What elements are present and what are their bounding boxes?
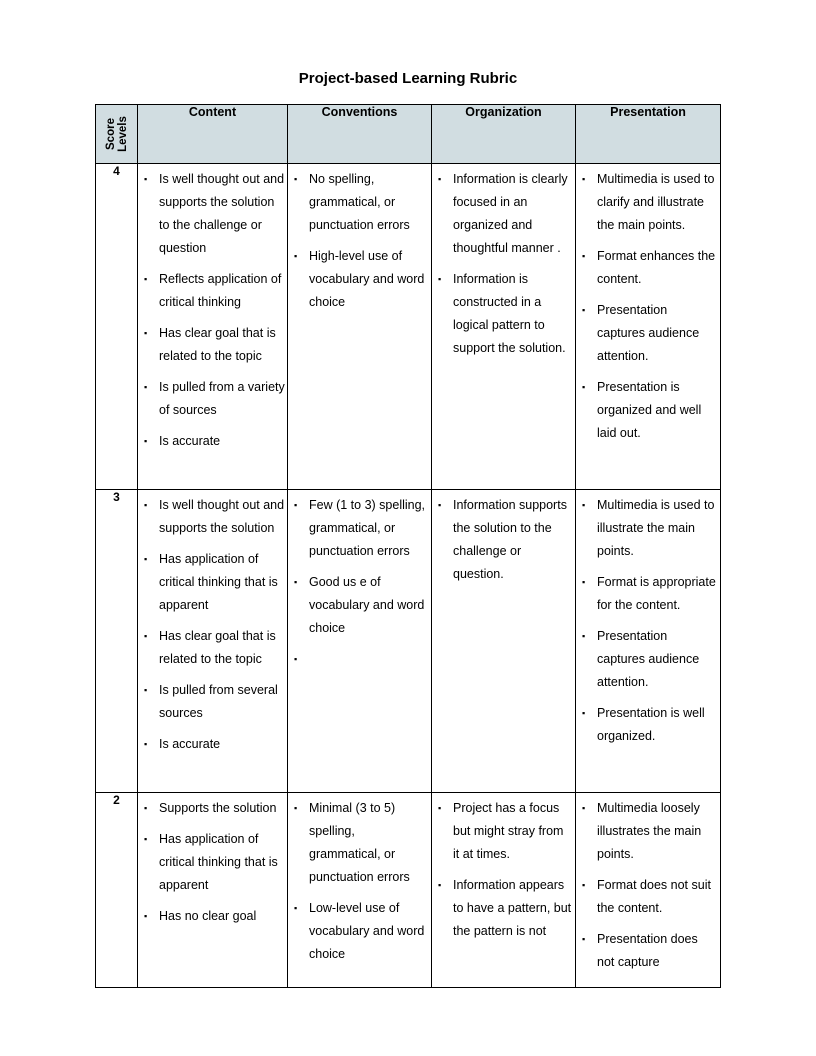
list-item: [438, 168, 573, 260]
list-item: [144, 625, 285, 671]
score-level: 2: [96, 793, 138, 988]
cell-organization: [432, 164, 576, 490]
criteria-list: [138, 164, 287, 453]
square-bullet-icon: ▪: [144, 174, 148, 184]
list-item: [144, 733, 285, 756]
square-bullet-icon: ▪: [438, 880, 442, 890]
criteria-text: Multimedia is used to clarify and illustrate the main points.: [597, 172, 715, 232]
criteria-list: [138, 793, 287, 928]
cell-conventions: [288, 793, 432, 988]
rubric-table: [95, 104, 721, 988]
list-item: [294, 571, 429, 640]
square-bullet-icon: ▪: [438, 803, 442, 813]
list-item: [144, 679, 285, 725]
criteria-text: Presentation captures audience attention.: [597, 303, 700, 363]
criteria-list: [576, 164, 720, 445]
criteria-text: High-level use of vocabulary and word choice: [309, 249, 425, 309]
criteria-text: Information is clearly focused in an organized and thoughtful manner .: [453, 172, 568, 255]
score-label-line-1: Score: [104, 118, 117, 150]
column-header-presentation: Presentation: [576, 105, 721, 164]
criteria-text: Format enhances the content.: [597, 249, 716, 286]
list-item: [438, 494, 573, 586]
square-bullet-icon: ▪: [582, 174, 586, 184]
criteria-text: Project has a focus but might stray from it at times.: [453, 801, 564, 861]
list-item: [144, 797, 285, 820]
square-bullet-icon: ▪: [294, 500, 298, 510]
criteria-text: Presentation captures audience attention.: [597, 629, 700, 689]
criteria-list: [576, 793, 720, 974]
criteria-text: Minimal (3 to 5) spelling, grammatical, or punctuation errors: [309, 801, 410, 884]
criteria-text: Presentation is organized and well laid out.: [597, 380, 702, 440]
score-level: 3: [96, 490, 138, 793]
square-bullet-icon: ▪: [294, 654, 298, 664]
list-item: [582, 625, 718, 694]
square-bullet-icon: ▪: [582, 500, 586, 510]
square-bullet-icon: ▪: [582, 382, 586, 392]
criteria-text: Is well thought out and supports the solution to the challenge or question: [159, 172, 285, 255]
square-bullet-icon: ▪: [144, 631, 148, 641]
criteria-text: Is pulled from several sources: [159, 683, 278, 720]
square-bullet-icon: ▪: [582, 803, 586, 813]
square-bullet-icon: ▪: [144, 834, 148, 844]
cell-content: [138, 793, 288, 988]
square-bullet-icon: ▪: [144, 554, 148, 564]
square-bullet-icon: ▪: [144, 328, 148, 338]
criteria-text: Reflects application of critical thinking: [159, 272, 282, 309]
cell-organization: [432, 490, 576, 793]
list-item: [582, 797, 718, 866]
list-item: [294, 797, 429, 889]
score-label-line-2: Levels: [116, 116, 129, 152]
list-item: [438, 268, 573, 360]
list-item: [144, 268, 285, 314]
document-title: Project-based Learning Rubric: [298, 70, 518, 87]
list-item: [144, 322, 285, 368]
list-item: [144, 905, 285, 928]
criteria-list: [288, 793, 431, 966]
criteria-text: Information is constructed in a logical pattern to support the solution.: [453, 272, 566, 355]
list-item: [582, 168, 718, 237]
score-row-2: [96, 793, 721, 988]
criteria-text: Format is appropriate for the content.: [597, 575, 716, 612]
square-bullet-icon: ▪: [144, 739, 148, 749]
list-item: [438, 874, 573, 943]
criteria-text: Has clear goal that is related to the topic: [159, 629, 276, 666]
square-bullet-icon: ▪: [294, 174, 298, 184]
criteria-text: Multimedia is used to illustrate the main points.: [597, 498, 715, 558]
header-row: [96, 105, 721, 164]
cell-conventions: [288, 490, 432, 793]
column-header-organization: Organization: [432, 105, 576, 164]
criteria-text: Information appears to have a pattern, but the pattern is not: [453, 878, 572, 938]
list-item: [582, 376, 718, 445]
list-item: [582, 874, 718, 920]
cell-conventions: [288, 164, 432, 490]
criteria-text: Is well thought out and supports the solution: [159, 498, 285, 535]
square-bullet-icon: ▪: [144, 685, 148, 695]
list-item: [144, 494, 285, 540]
criteria-text: Is accurate: [159, 737, 221, 751]
square-bullet-icon: ▪: [294, 577, 298, 587]
criteria-text: Is accurate: [159, 434, 221, 448]
score-levels-header: [96, 105, 138, 164]
list-item: [294, 897, 429, 966]
criteria-list: [138, 490, 287, 756]
cell-presentation: [576, 490, 721, 793]
square-bullet-icon: ▪: [582, 708, 586, 718]
square-bullet-icon: ▪: [294, 903, 298, 913]
list-item: [582, 928, 718, 974]
list-item: [582, 702, 718, 748]
criteria-text: Supports the solution: [159, 801, 277, 815]
score-level: 4: [96, 164, 138, 490]
list-item: [144, 828, 285, 897]
list-item: [144, 376, 285, 422]
criteria-text: Has application of critical thinking that is apparent: [159, 552, 278, 612]
score-row-3: [96, 490, 721, 793]
square-bullet-icon: ▪: [582, 305, 586, 315]
criteria-list: [576, 490, 720, 748]
square-bullet-icon: ▪: [438, 500, 442, 510]
cell-organization: [432, 793, 576, 988]
criteria-text: Few (1 to 3) spelling, grammatical, or punctuation errors: [309, 498, 426, 558]
list-item: [582, 299, 718, 368]
criteria-text: Information supports the solution to the challenge or question.: [453, 498, 567, 581]
square-bullet-icon: ▪: [582, 880, 586, 890]
criteria-list: [432, 793, 575, 943]
criteria-text: Format does not suit the content.: [597, 878, 711, 915]
criteria-text: Low-level use of vocabulary and word choice: [309, 901, 425, 961]
list-item: [294, 168, 429, 237]
list-item: [294, 494, 429, 563]
square-bullet-icon: ▪: [438, 174, 442, 184]
list-item: [582, 571, 718, 617]
criteria-list: [432, 164, 575, 360]
cell-content: [138, 164, 288, 490]
square-bullet-icon: ▪: [582, 577, 586, 587]
criteria-text: Presentation does not capture: [597, 932, 698, 969]
square-bullet-icon: ▪: [144, 803, 148, 813]
square-bullet-icon: ▪: [294, 803, 298, 813]
cell-presentation: [576, 793, 721, 988]
list-item: [582, 245, 718, 291]
criteria-text: Multimedia loosely illustrates the main points.: [597, 801, 702, 861]
square-bullet-icon: ▪: [582, 631, 586, 641]
list-item: [144, 168, 285, 260]
cell-presentation: [576, 164, 721, 490]
criteria-text: Good us e of vocabulary and word choice: [309, 575, 425, 635]
square-bullet-icon: ▪: [144, 274, 148, 284]
criteria-text: Presentation is well organized.: [597, 706, 705, 743]
square-bullet-icon: ▪: [144, 500, 148, 510]
column-header-conventions: Conventions: [288, 105, 432, 164]
criteria-text: Has no clear goal: [159, 909, 257, 923]
list-item: [144, 548, 285, 617]
criteria-list: [288, 490, 431, 664]
square-bullet-icon: ▪: [144, 911, 148, 921]
square-bullet-icon: ▪: [582, 934, 586, 944]
criteria-text: Is pulled from a variety of sources: [159, 380, 285, 417]
column-header-content: Content: [138, 105, 288, 164]
criteria-list: [288, 164, 431, 314]
cell-content: [138, 490, 288, 793]
square-bullet-icon: ▪: [438, 274, 442, 284]
score-row-4: [96, 164, 721, 490]
criteria-text: Has clear goal that is related to the topic: [159, 326, 276, 363]
list-item: [144, 430, 285, 453]
list-item: [438, 797, 573, 866]
criteria-list: [432, 490, 575, 586]
list-item: [582, 494, 718, 563]
criteria-text: No spelling, grammatical, or punctuation errors: [309, 172, 410, 232]
square-bullet-icon: ▪: [294, 251, 298, 261]
square-bullet-icon: ▪: [144, 382, 148, 392]
list-item: [294, 245, 429, 314]
square-bullet-icon: ▪: [582, 251, 586, 261]
criteria-text: Has application of critical thinking that is apparent: [159, 832, 278, 892]
square-bullet-icon: ▪: [144, 436, 148, 446]
